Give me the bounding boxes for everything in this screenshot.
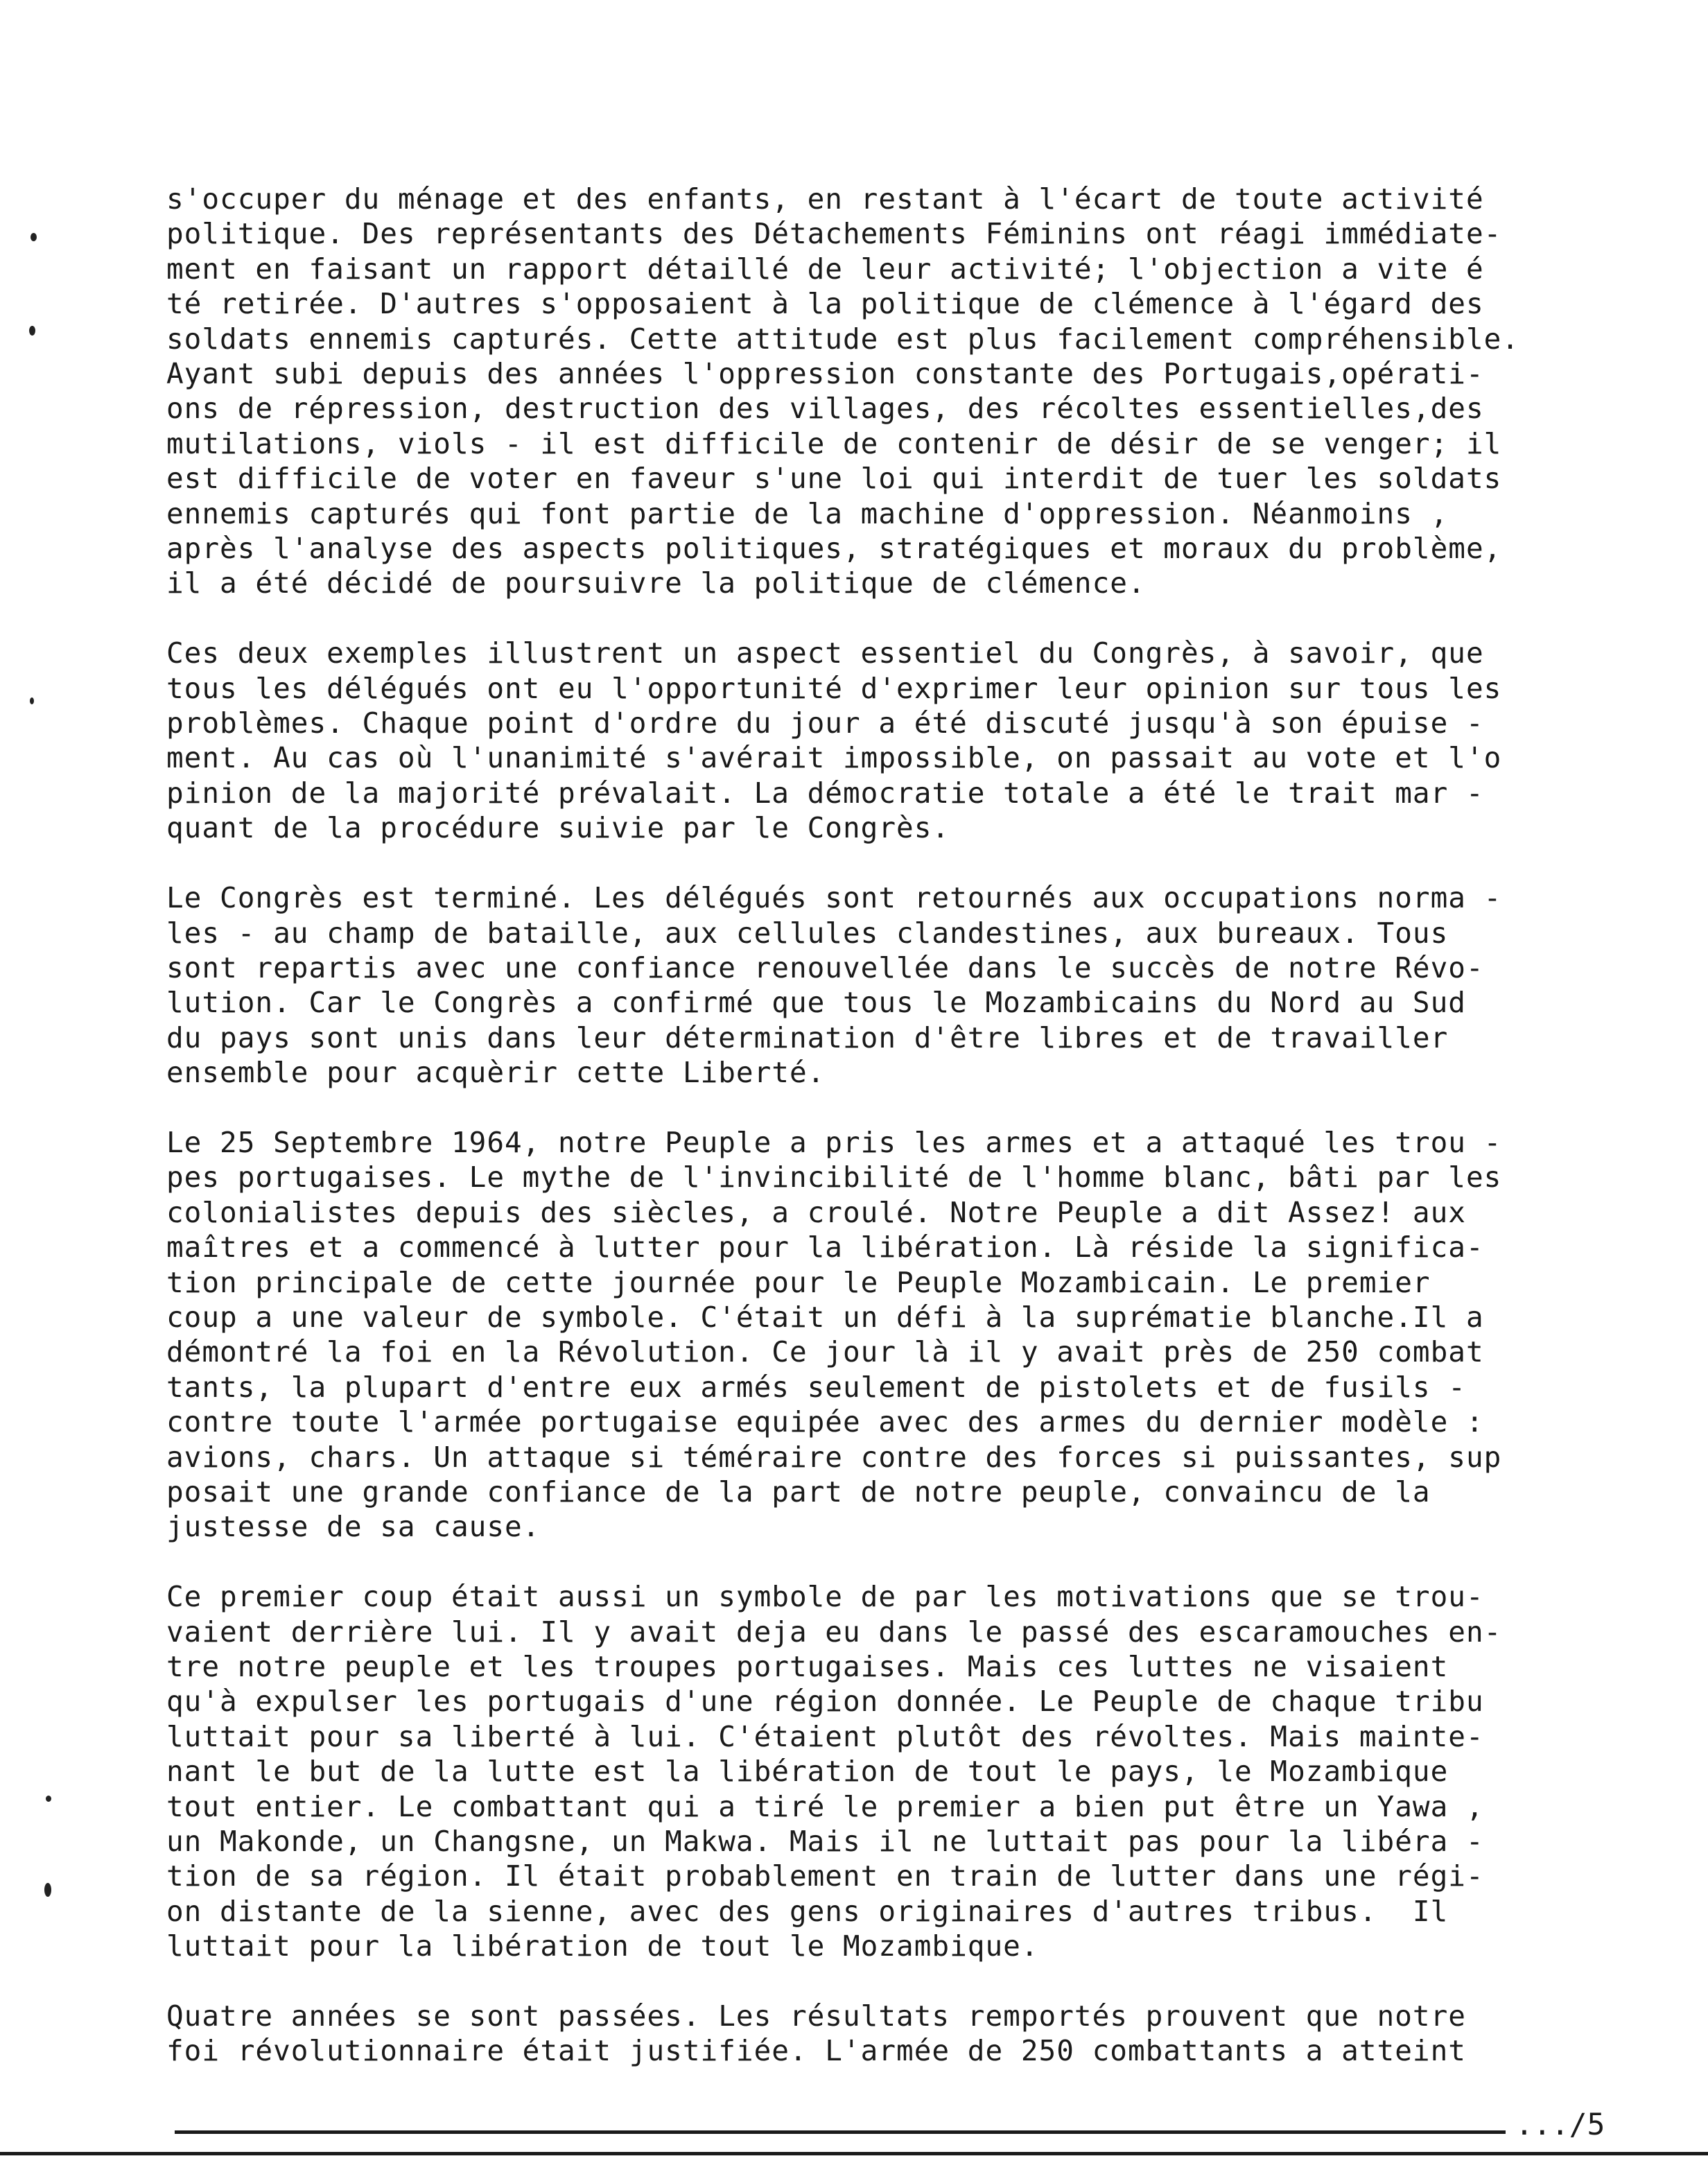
paragraph-5 bbox=[166, 1579, 1574, 1963]
text-line: luttait pour la libération de tout le Mozambique. bbox=[166, 1929, 1039, 1963]
text-line: nant le but de la lutte est la libération de tout le pays, le Mozambique bbox=[166, 1755, 1449, 1789]
text-line: mutilations, viols - il est difficile de contenir de désir de se venger; il bbox=[166, 426, 1502, 460]
text-line: Ayant subi depuis des années l'oppression constante des Portugais,opérati- bbox=[166, 357, 1484, 391]
text-line: tion principale de cette journée pour le Peuple Mozambicain. Le premier bbox=[166, 1265, 1431, 1299]
text-line: justesse de sa cause. bbox=[166, 1510, 541, 1544]
text-line: on distante de la sienne, avec des gens originaires d'autres tribus. Il bbox=[166, 1894, 1449, 1928]
text-line: Ces deux exemples illustrent un aspect essentiel du Congrès, à savoir, que bbox=[166, 636, 1484, 670]
paragraph-3 bbox=[166, 880, 1574, 1090]
text-line: quant de la procédure suivie par le Congrès. bbox=[166, 811, 950, 845]
text-line: tion de sa région. Il était probablement en train de lutter dans une régi- bbox=[166, 1859, 1484, 1893]
text-line: luttait pour sa liberté à lui. C'étaient plutôt des révoltes. Mais mainte- bbox=[166, 1719, 1484, 1753]
text-line: avions, chars. Un attaque si téméraire contre des forces si puissantes, sup bbox=[166, 1440, 1502, 1474]
text-line: Quatre années se sont passées. Les résultats remportés prouvent que notre bbox=[166, 1999, 1466, 2033]
text-line: est difficile de voter en faveur s'une loi qui interdit de tuer les soldats bbox=[166, 462, 1502, 496]
paragraph-4 bbox=[166, 1125, 1574, 1545]
text-line: qu'à expulser les portugais d'une région donnée. Le Peuple de chaque tribu bbox=[166, 1685, 1484, 1719]
footer-rule bbox=[175, 2130, 1506, 2134]
text-line: tre notre peuple et les troupes portugaises. Mais ces luttes ne visaient bbox=[166, 1650, 1449, 1683]
text-line: maîtres et a commencé à lutter pour la libération. Là réside la significa- bbox=[166, 1231, 1484, 1265]
margin-speck bbox=[46, 1796, 51, 1802]
margin-speck bbox=[29, 326, 35, 336]
body-text bbox=[166, 182, 1574, 2103]
text-line: ment en faisant un rapport détaillé de leur activité; l'objection a vite é bbox=[166, 252, 1484, 286]
text-line: sont repartis avec une confiance renouvellée dans le succès de notre Révo- bbox=[166, 950, 1484, 984]
text-line: colonialistes depuis des siècles, a croulé. Notre Peuple a dit Assez! aux bbox=[166, 1195, 1466, 1229]
text-line: tous les délégués ont eu l'opportunité d'exprimer leur opinion sur tous les bbox=[166, 671, 1502, 705]
text-line: contre toute l'armée portugaise equipée avec des armes du dernier modèle : bbox=[166, 1405, 1484, 1439]
paragraph-2 bbox=[166, 636, 1574, 845]
text-line: ment. Au cas où l'unanimité s'avérait impossible, on passait au vote et l'o bbox=[166, 741, 1502, 775]
text-line: du pays sont unis dans leur détermination d'être libres et de travailler bbox=[166, 1020, 1449, 1054]
text-line: tout entier. Le combattant qui a tiré le premier a bien put être un Yawa , bbox=[166, 1789, 1484, 1823]
text-line: ennemis capturés qui font partie de la machine d'oppression. Néanmoins , bbox=[166, 496, 1449, 530]
text-line: tants, la plupart d'entre eux armés seulement de pistolets et de fusils - bbox=[166, 1370, 1466, 1404]
paragraph-6 bbox=[166, 1999, 1574, 2069]
text-line: un Makonde, un Changsne, un Makwa. Mais il ne luttait pas pour la libéra - bbox=[166, 1825, 1484, 1859]
page-continuation-marker: .../5 bbox=[1515, 2108, 1605, 2142]
text-line: il a été décidé de poursuivre la politique de clémence. bbox=[166, 566, 1146, 600]
margin-speck bbox=[31, 233, 37, 241]
text-line: vaient derrière lui. Il y avait deja eu dans le passé des escaramouches en- bbox=[166, 1615, 1502, 1649]
text-line: posait une grande confiance de la part de notre peuple, convaincu de la bbox=[166, 1475, 1431, 1509]
text-line: politique. Des représentants des Détachements Féminins ont réagi immédiate- bbox=[166, 217, 1502, 251]
text-line: té retirée. D'autres s'opposaient à la politique de clémence à l'égard des bbox=[166, 287, 1484, 321]
text-line: ensemble pour acquèrir cette Liberté. bbox=[166, 1056, 826, 1090]
text-line: foi révolutionnaire était justifiée. L'armée de 250 combattants a atteint bbox=[166, 2034, 1466, 2068]
text-line: coup a une valeur de symbole. C'était un défi à la suprématie blanche.Il a bbox=[166, 1300, 1484, 1334]
text-line: pinion de la majorité prévalait. La démocratie totale a été le trait mar - bbox=[166, 776, 1484, 810]
text-line: problèmes. Chaque point d'ordre du jour a été discuté jusqu'à son épuise - bbox=[166, 706, 1484, 740]
text-line: Le 25 Septembre 1964, notre Peuple a pris les armes et a attaqué les trou - bbox=[166, 1125, 1502, 1159]
margin-speck bbox=[44, 1883, 51, 1897]
text-line: pes portugaises. Le mythe de l'invincibilité de l'homme blanc, bâti par les bbox=[166, 1161, 1502, 1195]
text-line: démontré la foi en la Révolution. Ce jour là il y avait près de 250 combat bbox=[166, 1335, 1484, 1369]
text-line: soldats ennemis capturés. Cette attitude est plus facilement compréhensible. bbox=[166, 322, 1519, 356]
text-line: Ce premier coup était aussi un symbole de par les motivations que se trou- bbox=[166, 1580, 1484, 1614]
page-bottom-edge bbox=[0, 2152, 1708, 2155]
text-line: Le Congrès est terminé. Les délégués sont retournés aux occupations norma - bbox=[166, 881, 1502, 915]
text-line: les - au champ de bataille, aux cellules clandestines, aux bureaux. Tous bbox=[166, 916, 1449, 950]
text-line: ons de répression, destruction des villages, des récoltes essentielles,des bbox=[166, 392, 1484, 426]
text-line: lution. Car le Congrès a confirmé que tous le Mozambicains du Nord au Sud bbox=[166, 986, 1466, 1020]
paragraph-1 bbox=[166, 182, 1574, 601]
margin-speck bbox=[30, 697, 34, 704]
text-line: après l'analyse des aspects politiques, stratégiques et moraux du problème, bbox=[166, 532, 1502, 566]
text-line: s'occuper du ménage et des enfants, en restant à l'écart de toute activité bbox=[166, 182, 1484, 216]
